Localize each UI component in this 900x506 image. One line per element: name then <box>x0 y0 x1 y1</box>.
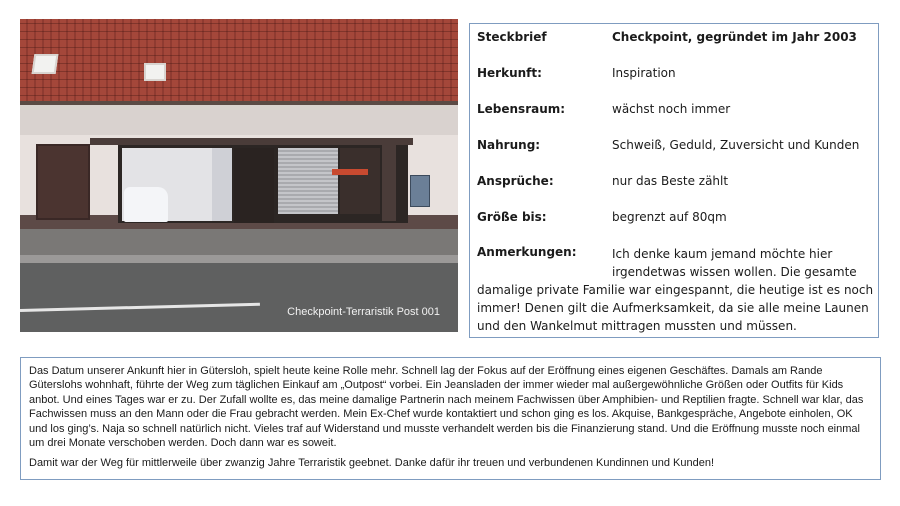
photo-caption: Checkpoint-Terraristik Post 001 <box>287 306 440 318</box>
shop-shutter <box>278 148 338 214</box>
story-paragraph: Das Datum unserer Ankunft hier in Gütersloh, spielt heute keine Rolle mehr. Schnell lag der Fokus auf der Eröffnung eines eigenen Geschäftes. Damals am Rande Güterslohs wohnhaft, führte der Weg zum täglichen Einkauf am „Outpost“ vorbei. Ein Jeansladen der immer wieder mal außergewöhnliche Größen oder Outfits für Kids anbot. Und eines Tages war er zu. Der Zufall wollte es, das meine damalige Partnerin nach meinem Fachwissen über Amphibien- und Reptilien fragte. Schnell war klar, das Fachwissen muss an den Mann oder die Frau gebracht werden. Mein Ex-Chef wurde kontaktiert und schon ging es los. Akquise, Bankgespräche, Angebote einholen, OK und los ging’s. Naja so schnell natürlich nicht. Vieles traf auf Widerstand und musste verhandelt werden bis die Finanzierung stand. Und die Eröffnung musste noch einmal um drei Monate verschoben werden. Doch dann war es soweit. <box>29 365 864 450</box>
profile-remarks-text-continued: damalige private Familie war eingespannt, die heutige ist es noch immer! Denen gilt die Aufmerksamkeit, da sie alle meine Launen und den Wankelmut mittragen mussten und müssen. <box>477 283 874 333</box>
shop-door <box>234 148 274 223</box>
left-window <box>36 144 90 220</box>
profile-remarks-text: Ich denke kaum jemand möchte hier irgendetwas wissen wollen. Die gesamte <box>612 247 857 279</box>
shop-window <box>212 148 232 221</box>
road <box>20 263 458 332</box>
wall-box <box>410 175 430 207</box>
profile-row-label: Nahrung: <box>477 138 541 152</box>
curb <box>20 255 458 263</box>
profile-row-value: begrenzt auf 80qm <box>612 210 727 224</box>
shop-photo <box>20 19 458 332</box>
profile-row-label: Größe bis: <box>477 210 547 224</box>
profile-remarks-label: Anmerkungen: <box>477 245 577 259</box>
shop-canopy <box>90 138 413 145</box>
profile-row-label: Ansprüche: <box>477 174 554 188</box>
window-cover <box>124 187 168 222</box>
profile-row-label: Lebensraum: <box>477 102 566 116</box>
pillar <box>382 139 396 221</box>
facade-band <box>20 105 458 135</box>
shop-sign <box>332 169 368 175</box>
story-box <box>20 357 881 480</box>
profile-row-value: Inspiration <box>612 66 676 80</box>
profile-heading-label: Steckbrief <box>477 30 547 44</box>
roof <box>20 19 458 103</box>
shop-window <box>340 148 380 214</box>
profile-heading-value: Checkpoint, gegründet im Jahr 2003 <box>612 30 857 44</box>
profile-row-value: nur das Beste zählt <box>612 174 729 188</box>
profile-box <box>469 23 879 338</box>
story-paragraph: Damit war der Weg für mittlerweile über zwanzig Jahre Terraristik geebnet. Danke dafür ihr treuen und verbundenen Kundinnen und Kunden! <box>29 457 715 470</box>
profile-row-value: wächst noch immer <box>612 102 731 116</box>
roof-window <box>32 54 59 74</box>
roof-window <box>144 63 166 81</box>
profile-row-label: Herkunft: <box>477 66 542 80</box>
profile-row-value: Schweiß, Geduld, Zuversicht und Kunden <box>612 138 860 152</box>
